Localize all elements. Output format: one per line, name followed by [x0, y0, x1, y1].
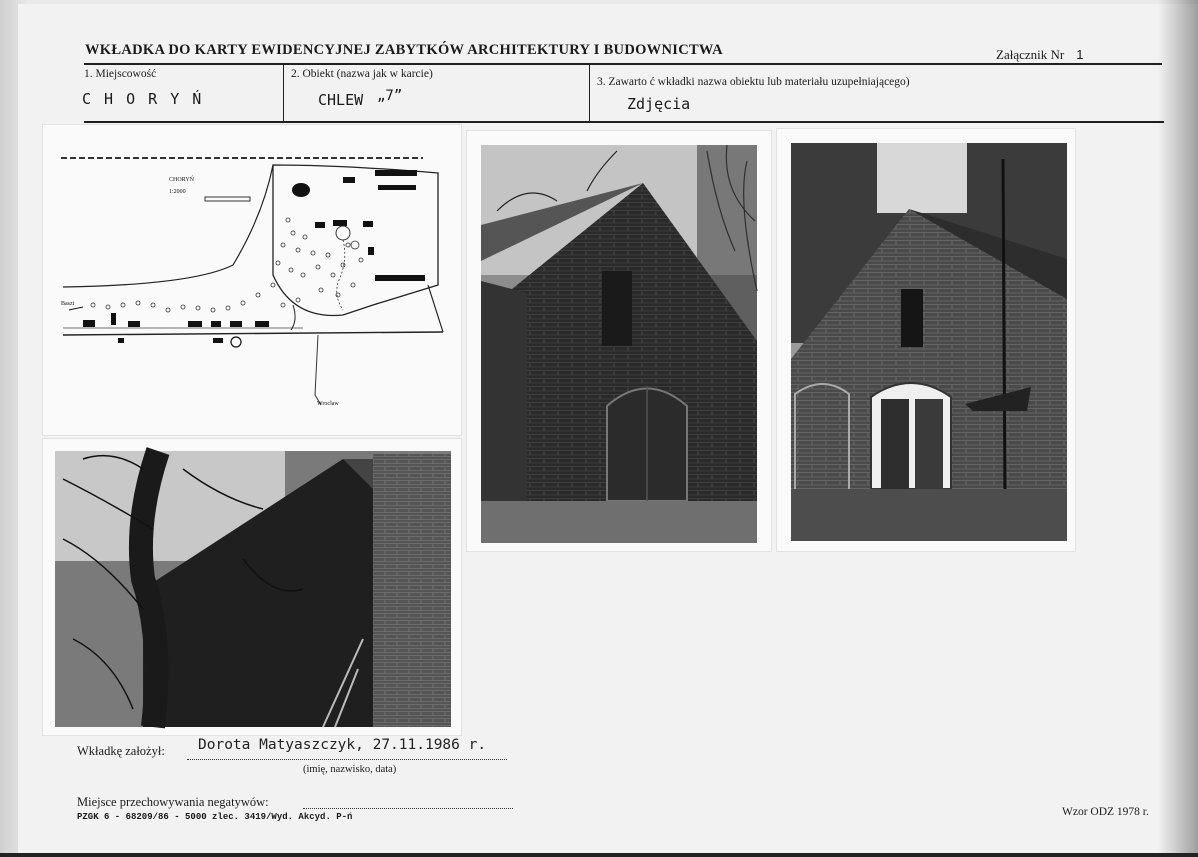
barn-gable-photo: [466, 130, 772, 552]
barn-side-photo: [42, 438, 462, 736]
site-plan-photo: [42, 124, 462, 436]
field-2-value-extra: „7”: [377, 88, 403, 104]
created-by-dotted-line: [187, 758, 507, 760]
print-code: PZGK 6 - 68209/86 - 5000 zlec. 3419/Wyd. Akcyd. P-ń: [77, 812, 353, 822]
fields-rule: [84, 121, 1164, 123]
map-bottom-road-label: Wroclaw: [317, 401, 339, 407]
field-1-label: 1. Miejscowość: [84, 68, 157, 80]
annex-number: [996, 47, 1083, 63]
form-title: WKŁADKA DO KARTY EWIDENCYJNEJ ZABYTKÓW ARCHITEKTURY I BUDOWNICTWA: [85, 42, 723, 58]
created-by-value: Dorota Matyaszczyk, 27.11.1986 r.: [198, 737, 487, 753]
field-3-label: 3. Zawarto ć wkładki nazwa obiektu lub materiału uzupełniającego): [597, 76, 910, 88]
map-place-label: CHORYŃ: [169, 177, 195, 183]
negatives-label: Miejsce przechowywania negatywów:: [77, 795, 269, 809]
map-left-road-label: Baszt: [61, 301, 75, 307]
map-scale-label: 1:2000: [169, 189, 186, 195]
scan-shadow: [1158, 0, 1198, 857]
field-divider-1: [283, 64, 284, 122]
header-rule: [84, 63, 1162, 65]
created-by-hint: (imię, nazwisko, data): [303, 764, 397, 775]
field-3-value: Zdjęcia: [627, 95, 691, 113]
created-by-label: Wkładkę założył:: [77, 744, 165, 758]
form-code: Wzor ODZ 1978 r.: [1062, 806, 1149, 818]
field-2-label: 2. Obiekt (nazwa jak w karcie): [291, 68, 433, 80]
scan-bottom-edge: [0, 853, 1198, 857]
annex-value: 1: [1076, 47, 1084, 62]
negatives-dotted-line: [303, 807, 513, 809]
field-2-value: CHLEW: [318, 91, 364, 109]
annex-label: Załącznik Nr: [996, 47, 1065, 62]
field-1-value: C H O R Y Ń: [82, 90, 204, 108]
field-divider-2: [589, 64, 590, 122]
barn-front-photo: [776, 128, 1076, 552]
